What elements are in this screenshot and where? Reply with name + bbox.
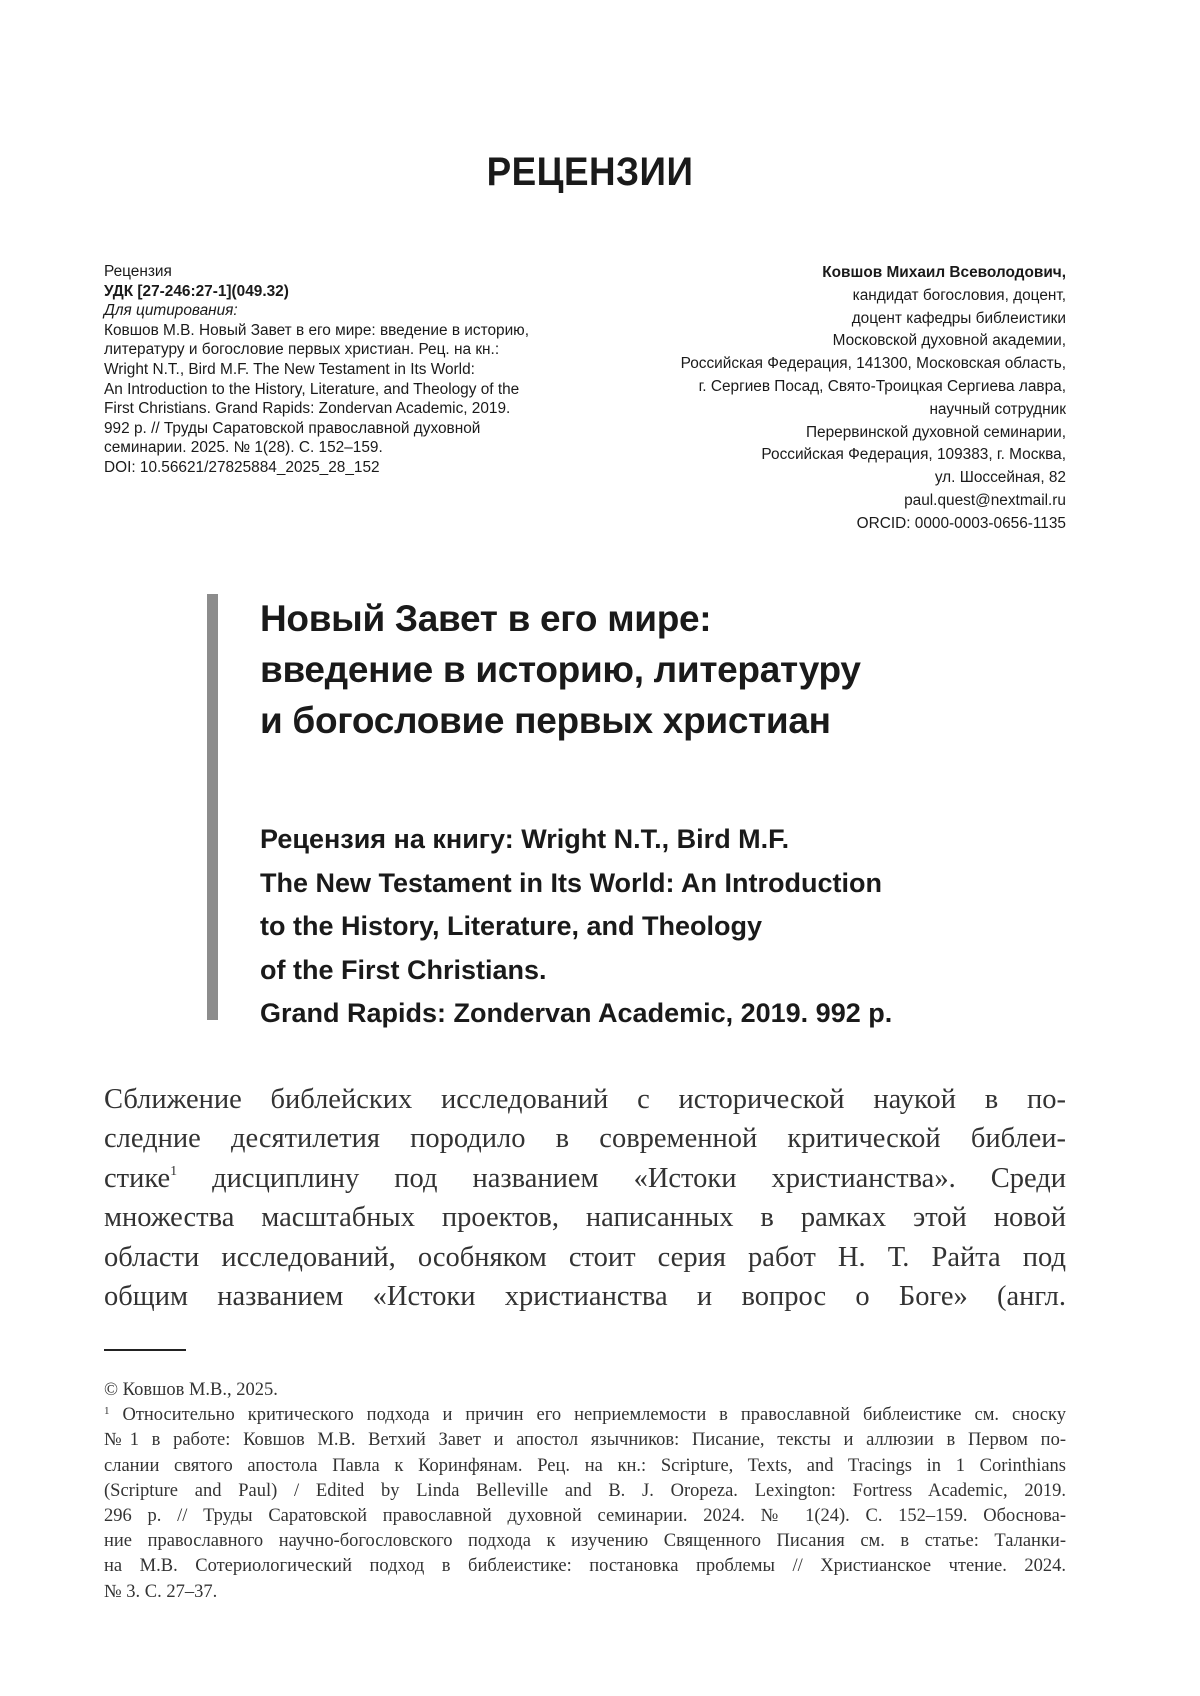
footnote-line: слании святого апостола Павла к Коринфянам. Рец. на кн.: Scripture, Texts, and Tracings in 1 Corinthians <box>104 1455 1066 1476</box>
author-info-line: ул. Шоссейная, 82 <box>934 469 1066 487</box>
article-type: Рецензия <box>104 263 172 280</box>
body-paragraph <box>104 1080 1066 1316</box>
udc-code: УДК [27-246:27-1](049.32) <box>104 282 289 300</box>
author-info-line: кандидат богословия, доцент, <box>852 286 1066 304</box>
citation-line: 992 p. // Труды Саратовской православной духовной <box>104 419 481 437</box>
footnote-line: на М.В. Сотериологический подход в библеистике: постановка проблемы // Христианское чтение. 2024. <box>104 1556 1066 1577</box>
body-line: множества масштабных проектов, написанных в рамках этой новой <box>104 1202 1066 1234</box>
body-line <box>104 1159 1066 1198</box>
author-info-line: Перервинской духовной семинарии, <box>806 423 1066 441</box>
body-line-text: дисциплину под названием «Истоки христианства». Среди <box>177 1162 1066 1194</box>
body-line: следние десятилетия породило в современной критической библеи- <box>104 1123 1066 1155</box>
article-title <box>260 593 1060 746</box>
footnote-line: ние православного научно-богословского подхода к изучению Священного Писания см. в статье: Таланки- <box>104 1531 1066 1552</box>
citation-line: An Introduction to the History, Literature, and Theology of the <box>104 380 520 398</box>
citation-line: Ковшов М.В. Новый Завет в его мире: введение в историю, <box>104 321 529 339</box>
body-line: области исследований, особняком стоит серия работ Н. Т. Райта под <box>104 1241 1066 1273</box>
citation-line: Wright N.T., Bird M.F. The New Testament in Its World: <box>104 360 475 378</box>
citation-line: литературу и богословие первых христиан. Рец. на кн.: <box>104 341 500 359</box>
copyright: © Ковшов М.В., 2025. <box>104 1380 278 1400</box>
footnote-divider <box>104 1349 186 1351</box>
author-info-line: Российская Федерация, 141300, Московская область, <box>680 355 1066 373</box>
title-line: и богословие первых христиан <box>260 700 831 741</box>
reviewed-book-line: The New Testament in Its World: An Introduction <box>260 867 883 898</box>
footnote-ref: 1 <box>170 1163 178 1179</box>
footnote-marker: 1 <box>104 1405 110 1418</box>
reviewed-book-line: Grand Rapids: Zondervan Academic, 2019. 992 p. <box>260 998 893 1028</box>
footnote-line: (Scripture and Paul) / Edited by Linda Belleville and B. J. Oropeza. Lexington: Fortress Academic, 2019. <box>104 1480 1066 1501</box>
title-line: введение в историю, литературу <box>260 649 861 690</box>
reviewed-book-line: Рецензия на книгу: Wright N.T., Bird M.F. <box>260 824 790 854</box>
footnote-line: № 3. С. 27–37. <box>104 1581 218 1602</box>
citation-line: семинарии. 2025. № 1(28). С. 152–159. <box>104 439 383 457</box>
author-orcid: ORCID: 0000-0003-0656-1135 <box>856 514 1066 532</box>
citation-block <box>104 262 614 478</box>
title-accent-bar <box>207 594 218 1020</box>
author-info-line: доцент кафедры библеистики <box>851 309 1066 327</box>
body-line: Сближение библейских исследований с исторической наукой в по- <box>104 1084 1066 1115</box>
footnote-line: 296 p. // Труды Саратовской православной духовной семинарии. 2024. № 1(24). С. 152–159. Обоснова- <box>104 1506 1066 1527</box>
title-line: Новый Завет в его мире: <box>260 598 712 639</box>
author-name: Ковшов Михаил Всеволодович, <box>822 264 1066 281</box>
author-info-line: Российская Федерация, 109383, г. Москва, <box>761 446 1066 464</box>
footnotes <box>104 1378 1066 1605</box>
author-block <box>546 262 1066 536</box>
section-heading: РЕЦЕНЗИИ <box>486 150 694 194</box>
author-email: paul.quest@nextmail.ru <box>904 491 1066 509</box>
author-info-line: научный сотрудник <box>929 400 1066 418</box>
citation-label: Для цитирования: <box>104 302 238 320</box>
reviewed-book-line: of the First Christians. <box>260 954 547 985</box>
author-info-line: Московской духовной академии, <box>832 332 1066 350</box>
body-line-text: стике <box>104 1162 171 1194</box>
reviewed-book-line: to the History, Literature, and Theology <box>260 911 763 941</box>
footnote-line: №1 в работе: Ковшов М.В. Ветхий Завет и апостол язычников: Писание, тексты и аллюзии в Первом по- <box>104 1430 1066 1451</box>
doi: DOI: 10.56621/27825884_2025_28_152 <box>104 458 380 476</box>
reviewed-book <box>260 818 1060 1036</box>
footnote-text: Относительно критического подхода и причин его неприемлемости в православной библеистике см. сноску <box>109 1405 1066 1426</box>
body-line: общим названием «Истоки христианства и вопрос о Боге» (англ. <box>104 1281 1066 1313</box>
author-info-line: г. Сергиев Посад, Свято-Троицкая Сергиева лавра, <box>698 377 1066 395</box>
footnote-line <box>104 1403 1066 1428</box>
citation-line: First Christians. Grand Rapids: Zondervan Academic, 2019. <box>104 400 511 418</box>
